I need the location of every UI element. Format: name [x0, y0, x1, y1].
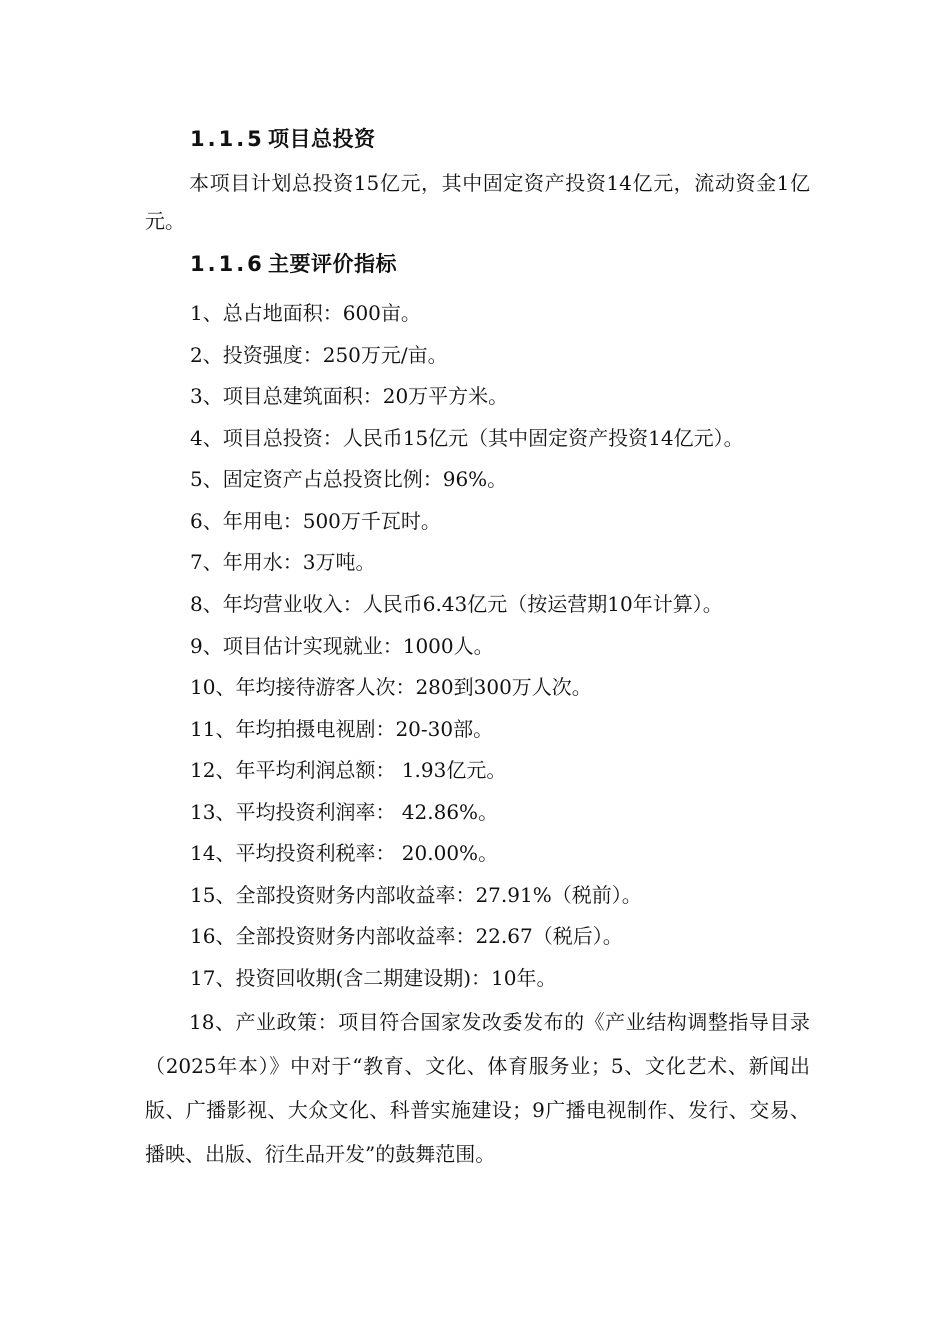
indicator-item: 1、总占地面积：600亩。 [190, 301, 421, 325]
indicator-item: 8、年均营业收入：人民币6.43亿元（按运营期10年计算）。 [190, 592, 723, 616]
indicator-item: 3、项目总建筑面积：20万平方米。 [190, 384, 509, 408]
section-heading-1-1-6 [190, 248, 397, 278]
indicator-item: 7、年用水：3万吨。 [190, 550, 376, 574]
indicator-item: 17、投资回收期(含二期建设期)：10年。 [190, 966, 557, 990]
indicator-item: 14、平均投资利税率： 20.00%。 [190, 841, 499, 865]
indicator-item: 12、年平均利润总额： 1.93亿元。 [190, 758, 507, 782]
indicator-item: 6、年用电：500万千瓦时。 [190, 509, 441, 533]
section-number: 1.1.5 [190, 127, 265, 151]
section-heading-1-1-5 [190, 123, 376, 153]
indicator-item: 5、固定资产占总投资比例：96%。 [190, 467, 508, 491]
indicator-item: 13、平均投资利润率： 42.86%。 [190, 800, 499, 824]
indicator-item: 16、全部投资财务内部收益率：22.67（税后）。 [190, 924, 623, 948]
indicator-item: 15、全部投资财务内部收益率：27.91%（税前）。 [190, 883, 642, 907]
policy-paragraph: 18、产业政策：项目符合国家发改委发布的《产业结构调整指导目录（2025年本）》中对于“教育、文化、体育服务业；5、文化艺术、新闻出版、广播影视、大众文化、科普实施建设；9广播电视制作、发行、交易、播映、出版、衍生品开发”的鼓舞范围。 [145, 1010, 810, 1166]
indicator-item: 2、投资强度：250万元/亩。 [190, 343, 448, 367]
section-title: 主要评价指标 [268, 252, 397, 276]
indicator-item: 9、项目估计实现就业：1000人。 [190, 634, 494, 658]
investment-paragraph: 本项目计划总投资15亿元，其中固定资产投资14亿元，流动资金1亿元。 [145, 171, 810, 233]
section-title: 项目总投资 [268, 127, 376, 151]
section-number: 1.1.6 [190, 252, 265, 276]
indicator-item: 11、年均拍摄电视剧：20-30部。 [190, 717, 494, 741]
indicator-item: 10、年均接待游客人次：280到300万人次。 [190, 675, 592, 699]
indicator-item: 4、项目总投资：人民币15亿元（其中固定资产投资14亿元）。 [190, 426, 744, 450]
